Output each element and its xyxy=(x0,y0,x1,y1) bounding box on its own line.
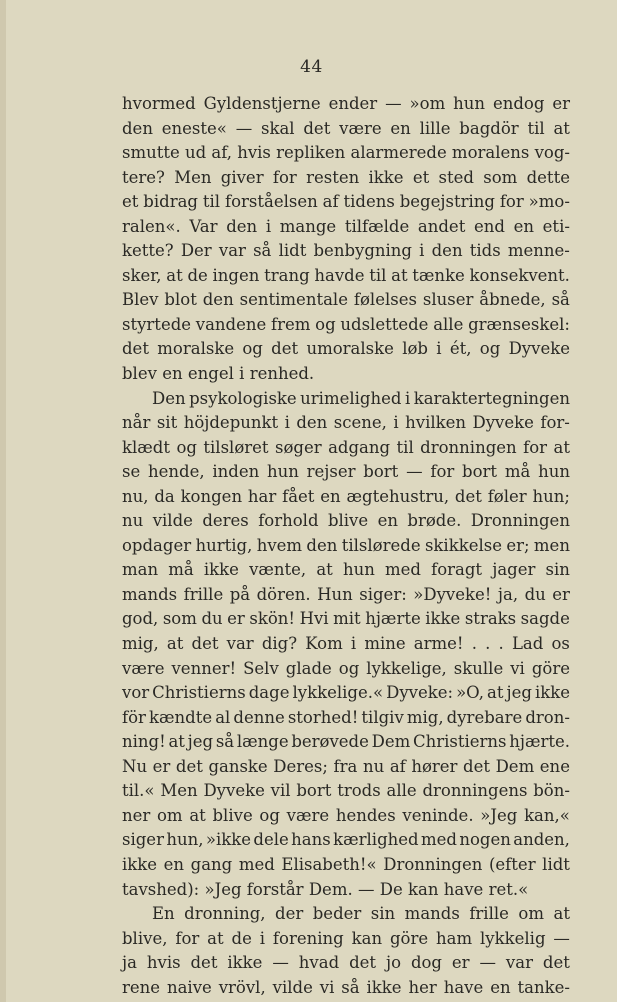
text-line: rene naive vrövl, vilde vi så ikke her have en tanke- xyxy=(122,977,570,997)
text-line: sker, at de ingen trang havde til at tænke konsekvent. xyxy=(122,265,570,285)
text-line: ja hvis det ikke — hvad det jo dog er — var det xyxy=(122,953,570,973)
text-line: være venner! Selv glade og lykkelige, skulle vi göre xyxy=(122,658,570,678)
text-line: tere? Men giver for resten ikke et sted som dette xyxy=(122,167,570,187)
text-line: Den psykologiske urimelighed i karaktertegningen xyxy=(152,388,570,408)
text-line: Nu er det ganske Deres; fra nu af hører det Dem ene xyxy=(122,756,570,776)
text-line: opdager hurtig, hvem den tilslørede skikkelse er; men xyxy=(122,535,570,555)
text-line: ner om at blive og være hendes veninde. »Jeg kan,« xyxy=(122,805,570,825)
text-line: styrtede vandene frem og udslettede alle grænseskel: xyxy=(122,314,570,334)
text-line: ikke en gang med Elisabeth!« Dronningen (efter lidt xyxy=(122,854,570,874)
text-line: klædt og tilsløret søger adgang til dronningen for at xyxy=(122,437,570,457)
text-line: smutte ud af, hvis repliken alarmerede moralens vog- xyxy=(122,143,570,163)
text-line: et bidrag til forståelsen af tidens begejstring for »mo- xyxy=(122,192,570,212)
text-line: se hende, inden hun rejser bort — for bort må hun xyxy=(122,462,570,482)
text-line: nu vilde deres forhold blive en brøde. Dronningen xyxy=(122,511,570,531)
text-line: för kændte al denne storhed! tilgiv mig, dyrebare dron- xyxy=(122,707,570,727)
text-line: siger hun, »ikke dele hans kærlighed med nogen anden, xyxy=(122,830,570,850)
text-line: når sit höjdepunkt i den scene, i hvilken Dyveke for- xyxy=(122,413,570,433)
text-line: ning! at jeg så længe berøvede Dem Christierns hjærte. xyxy=(122,732,570,752)
text-line: god, som du er skön! Hvi mit hjærte ikke straks sagde xyxy=(122,609,570,629)
text-line: den eneste« — skal det være en lille bagdör til at xyxy=(122,118,570,138)
text-line: ralen«. Var den i mange tilfælde andet end en eti- xyxy=(122,216,570,236)
text-line: En dronning, der beder sin mands frille om at xyxy=(152,904,570,924)
text-line: tavshed): »Jeg forstår Dem. — De kan have ret.« xyxy=(122,879,529,899)
text-line: blive, for at de i forening kan göre ham lykkelig — xyxy=(122,928,570,948)
text-line: man må ikke vænte, at hun med foragt jager sin xyxy=(122,560,570,580)
text-line: mands frille på dören. Hun siger: »Dyveke! ja, du er xyxy=(122,584,570,604)
page-number: 44 xyxy=(300,57,323,77)
body-text xyxy=(122,92,570,1000)
text-line: hvormed Gyldenstjerne ender — »om hun endog er xyxy=(122,94,570,113)
text-line: blev en engel i renhed. xyxy=(122,364,315,384)
text-line: til.« Men Dyveke vil bort trods alle dronningens bön- xyxy=(122,781,570,801)
text-line: nu, da kongen har fået en ægtehustru, det føler hun; xyxy=(122,486,570,506)
text-line: mig, at det var dig? Kom i mine arme! . . . Lad os xyxy=(122,634,570,654)
text-line: vor Christierns dage lykkelige.« Dyveke: »O, at jeg ikke xyxy=(122,683,570,703)
text-line: Blev blot den sentimentale følelses sluser åbnede, så xyxy=(122,290,570,310)
text-line: kette? Der var så lidt benbygning i den tids menne- xyxy=(122,241,570,261)
text-line: det moralske og det umoralske løb i ét, og Dyveke xyxy=(122,339,570,359)
